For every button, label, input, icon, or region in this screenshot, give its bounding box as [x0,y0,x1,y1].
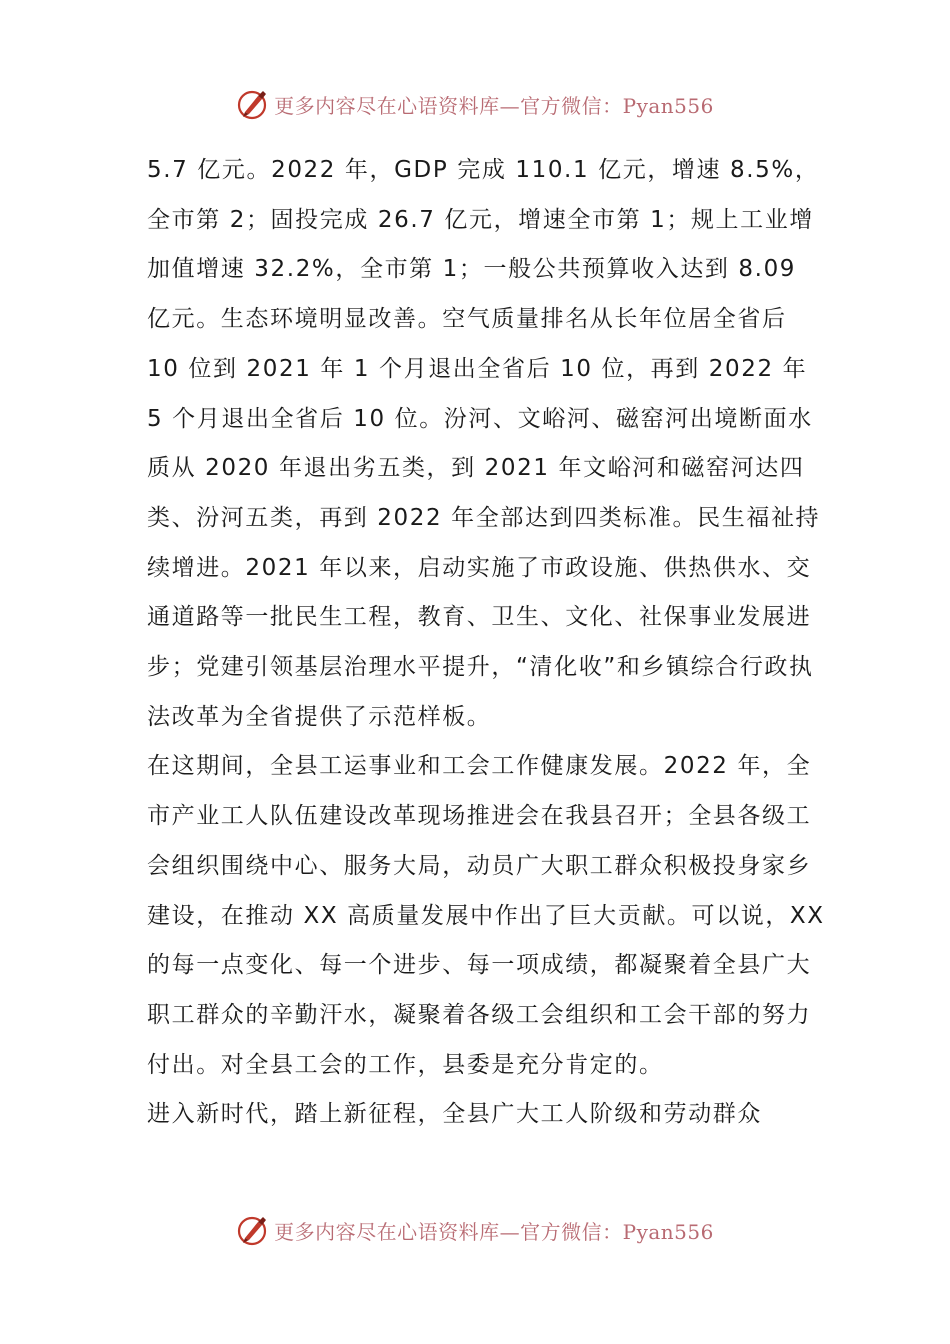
footer-watermark [0,1210,950,1250]
watermark-text: 更多内容尽在心语资料库—官方微信：Pyan556 [274,93,714,118]
paragraph-union-work: 在这期间，全县工运事业和工会工作健康发展。2022 年，全市产业工人队伍建设改革现场推进会在我县召开；全县各级工会组织围绕中心、服务大局，动员广大职工群众积极投身家乡建设，在推动 XX 高质量发展中作出了巨大贡献。可以说，XX 的每一点变化、每一个进步、每一项成绩，都凝聚着全县广大职工群众的辛勤汗水，凝聚着各级工会组织和工会干部的努力付出。对全县工会的工作，县委是充分肯定的。 [147,753,825,1078]
pen-logo-icon [236,87,270,121]
header-watermark [0,84,950,124]
pen-logo-icon [236,1213,270,1247]
watermark-text: 更多内容尽在心语资料库—官方微信：Pyan556 [274,1219,714,1244]
paragraph-economy-ecology-livelihood: 5.7 亿元。2022 年，GDP 完成 110.1 亿元，增速 8.5%，全市第 2；固投完成 26.7 亿元，增速全市第 1；规上工业增加值增速 32.2%，全市第 1；一般公共预算收入达到 8.09 亿元。生态环境明显改善。空气质量排名从长年位居全省后 10 位到 2021 年 1 个月退出全省后 10 位，再到 2022 年 5 个月退出全省后 10 位。汾河、文峪河、磁窑河出境断面水质从 2020 年退出劣五类，到 2021 年文峪河和磁窑河达四类、汾河五类，再到 2022 年全部达到四类标准。民生福祉持续增进。2021 年以来，启动实施了市政设施、供热供水、交通道路等一批民生工程，教育、卫生、文化、社保事业发展进步；党建引领基层治理水平提升，“清化收”和乡镇综合行政执法改革为全省提供了示范样板。 [147,157,821,730]
paragraph-new-era: 进入新时代，踏上新征程，全县广大工人阶级和劳动群众 [147,1101,762,1128]
document-body [147,146,827,1140]
